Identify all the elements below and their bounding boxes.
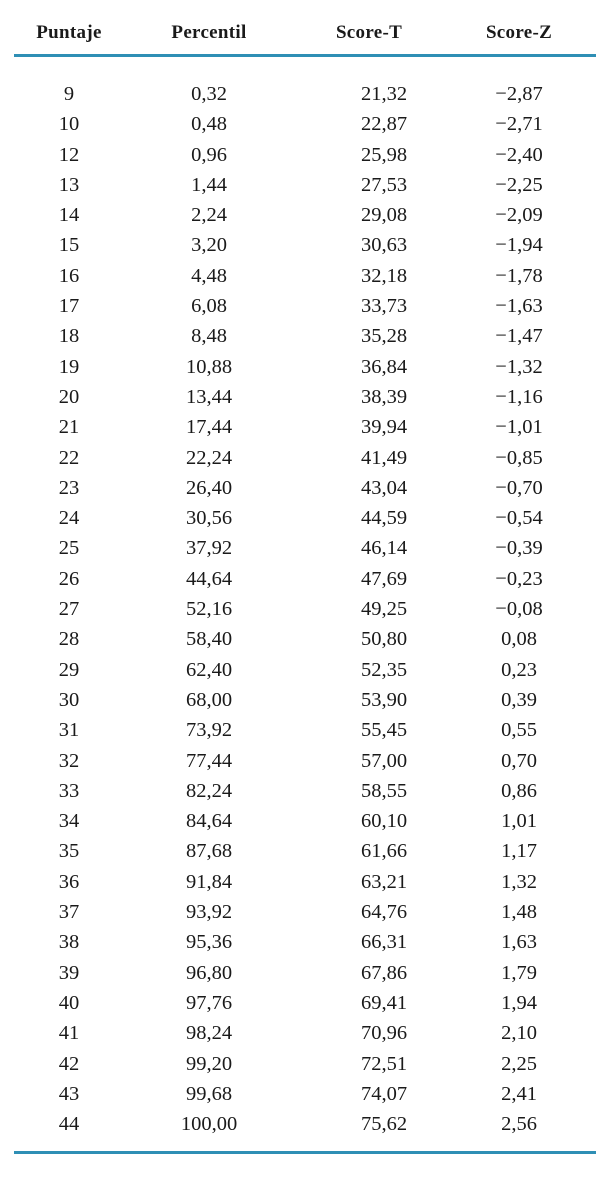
- puntaje-cell: 39: [58, 961, 80, 984]
- score-t-cell: 47,69: [360, 567, 408, 590]
- score-t-cell: 67,86: [360, 961, 408, 984]
- percentil-cell: 96,80: [185, 961, 233, 984]
- puntaje-cell: 12: [58, 143, 80, 166]
- table-row: [14, 564, 596, 594]
- puntaje-cell: 41: [58, 1022, 80, 1045]
- puntaje-cell: 30: [58, 688, 80, 711]
- score-z-cell: 1,32: [501, 870, 537, 893]
- percentil-cell: 44,64: [185, 567, 233, 590]
- score-t-cell: 75,62: [360, 1113, 408, 1136]
- table-row: [14, 867, 596, 897]
- score-z-cell: 1,79: [501, 961, 537, 984]
- score-t-cell: 74,07: [360, 1082, 408, 1105]
- puntaje-cell: 17: [58, 295, 80, 318]
- score-conversion-table: [14, 0, 596, 1188]
- score-t-cell: 57,00: [360, 749, 408, 772]
- puntaje-cell: 14: [58, 204, 80, 227]
- table-row: [14, 79, 596, 109]
- score-z-cell: −0,70: [495, 476, 543, 499]
- score-t-cell: 53,90: [360, 688, 408, 711]
- score-t-cell: 33,73: [360, 295, 408, 318]
- table-header-row: [14, 18, 596, 48]
- percentil-cell: 98,24: [185, 1022, 233, 1045]
- table-row: [14, 746, 596, 776]
- percentil-cell: 99,68: [185, 1082, 233, 1105]
- table-row: [14, 1079, 596, 1109]
- table-row: [14, 594, 596, 624]
- header-score-t: Score-T: [335, 22, 403, 43]
- score-t-cell: 21,32: [360, 83, 408, 105]
- table-row: [14, 897, 596, 927]
- table-row: [14, 533, 596, 563]
- score-t-cell: 69,41: [360, 991, 408, 1014]
- puntaje-cell: 15: [58, 234, 80, 257]
- score-z-cell: −0,23: [495, 567, 543, 590]
- table-row: [14, 624, 596, 654]
- puntaje-cell: 24: [58, 507, 80, 530]
- score-t-cell: 29,08: [360, 204, 408, 227]
- table-row: [14, 503, 596, 533]
- score-t-cell: 72,51: [360, 1052, 408, 1075]
- score-t-cell: 36,84: [360, 355, 408, 378]
- percentil-cell: 52,16: [185, 598, 233, 621]
- score-z-cell: −1,94: [495, 234, 543, 257]
- puntaje-cell: 25: [58, 537, 80, 560]
- puntaje-cell: 40: [58, 991, 80, 1014]
- table-row: [14, 321, 596, 351]
- table-body: [14, 79, 596, 1139]
- puntaje-cell: 37: [58, 901, 80, 924]
- table-row: [14, 352, 596, 382]
- puntaje-cell: 18: [58, 325, 80, 348]
- score-z-cell: −2,09: [495, 204, 543, 227]
- puntaje-cell: 22: [58, 446, 80, 469]
- score-z-cell: 1,01: [501, 810, 537, 833]
- header-percentil: Percentil: [171, 22, 247, 43]
- puntaje-cell: 35: [58, 840, 80, 863]
- puntaje-cell: 34: [58, 810, 80, 833]
- percentil-cell: 91,84: [185, 870, 233, 893]
- puntaje-cell: 26: [58, 567, 80, 590]
- score-t-cell: 63,21: [360, 870, 408, 893]
- percentil-cell: 68,00: [185, 688, 233, 711]
- score-z-cell: 0,55: [501, 719, 537, 742]
- table-row: [14, 715, 596, 745]
- score-t-cell: 52,35: [360, 658, 408, 681]
- puntaje-cell: 28: [58, 628, 80, 651]
- score-t-cell: 66,31: [360, 931, 408, 954]
- percentil-cell: 30,56: [185, 507, 233, 530]
- score-z-cell: 1,17: [501, 840, 537, 863]
- percentil-cell: 10,88: [185, 355, 233, 378]
- percentil-cell: 3,20: [191, 234, 227, 257]
- score-t-cell: 64,76: [360, 901, 408, 924]
- score-z-cell: 2,41: [501, 1082, 537, 1105]
- header-divider-rule: [14, 54, 596, 57]
- table-row: [14, 291, 596, 321]
- puntaje-cell: 31: [58, 719, 80, 742]
- table-row: [14, 655, 596, 685]
- table-row: [14, 836, 596, 866]
- score-t-cell: 38,39: [360, 385, 408, 408]
- score-z-cell: 2,56: [501, 1113, 537, 1136]
- score-t-cell: 50,80: [360, 628, 408, 651]
- score-t-cell: 22,87: [360, 113, 408, 136]
- puntaje-cell: 44: [58, 1113, 80, 1136]
- percentil-cell: 2,24: [191, 204, 227, 227]
- score-z-cell: 0,39: [501, 688, 537, 711]
- score-t-cell: 44,59: [360, 507, 408, 530]
- table-row: [14, 443, 596, 473]
- score-t-cell: 58,55: [360, 779, 408, 802]
- puntaje-cell: 43: [58, 1082, 80, 1105]
- table-row: [14, 200, 596, 230]
- percentil-cell: 62,40: [185, 658, 233, 681]
- table-row: [14, 230, 596, 260]
- table-row: [14, 806, 596, 836]
- score-z-cell: −1,78: [495, 264, 543, 287]
- puntaje-cell: 36: [58, 870, 80, 893]
- score-t-cell: 39,94: [360, 416, 408, 439]
- score-z-cell: 0,23: [501, 658, 537, 681]
- table-row: [14, 685, 596, 715]
- score-t-cell: 32,18: [360, 264, 408, 287]
- puntaje-cell: 10: [58, 113, 80, 136]
- score-t-cell: 55,45: [360, 719, 408, 742]
- table-row: [14, 1049, 596, 1079]
- score-t-cell: 70,96: [360, 1022, 408, 1045]
- table-row: [14, 473, 596, 503]
- table-row: [14, 958, 596, 988]
- score-z-cell: −2,40: [495, 143, 543, 166]
- score-z-cell: 2,25: [501, 1052, 537, 1075]
- percentil-cell: 0,48: [191, 113, 227, 136]
- percentil-cell: 6,08: [191, 295, 227, 318]
- puntaje-cell: 20: [58, 385, 80, 408]
- percentil-cell: 0,32: [191, 83, 227, 105]
- score-t-cell: 43,04: [360, 476, 408, 499]
- score-z-cell: 2,10: [501, 1022, 537, 1045]
- score-z-cell: −0,54: [495, 507, 543, 530]
- score-z-cell: 1,48: [501, 901, 537, 924]
- puntaje-cell: 38: [58, 931, 80, 954]
- puntaje-cell: 33: [58, 779, 80, 802]
- percentil-cell: 87,68: [185, 840, 233, 863]
- puntaje-cell: 27: [58, 598, 80, 621]
- percentil-cell: 26,40: [185, 476, 233, 499]
- percentil-cell: 17,44: [185, 416, 233, 439]
- puntaje-cell: 32: [58, 749, 80, 772]
- puntaje-cell: 23: [58, 476, 80, 499]
- table-row: [14, 140, 596, 170]
- score-t-cell: 35,28: [360, 325, 408, 348]
- puntaje-cell: 29: [58, 658, 80, 681]
- puntaje-cell: 9: [63, 83, 75, 105]
- puntaje-cell: 19: [58, 355, 80, 378]
- score-z-cell: 1,63: [501, 931, 537, 954]
- table-row: [14, 988, 596, 1018]
- header-score-z: Score-Z: [485, 22, 553, 43]
- puntaje-cell: 21: [58, 416, 80, 439]
- score-z-cell: 1,94: [501, 991, 537, 1014]
- score-z-cell: 0,08: [501, 628, 537, 651]
- header-puntaje: Puntaje: [36, 22, 102, 43]
- score-z-cell: −1,01: [495, 416, 543, 439]
- score-z-cell: −0,08: [495, 598, 543, 621]
- percentil-cell: 99,20: [185, 1052, 233, 1075]
- score-z-cell: −1,32: [495, 355, 543, 378]
- table-row: [14, 109, 596, 139]
- score-z-cell: −1,63: [495, 295, 543, 318]
- puntaje-cell: 42: [58, 1052, 80, 1075]
- table-bottom-rule: [14, 1151, 596, 1154]
- score-t-cell: 60,10: [360, 810, 408, 833]
- percentil-cell: 37,92: [185, 537, 233, 560]
- score-t-cell: 61,66: [360, 840, 408, 863]
- percentil-cell: 4,48: [191, 264, 227, 287]
- score-t-cell: 41,49: [360, 446, 408, 469]
- table-row: [14, 1109, 596, 1139]
- score-z-cell: −1,16: [495, 385, 543, 408]
- percentil-cell: 84,64: [185, 810, 233, 833]
- table-row: [14, 776, 596, 806]
- percentil-cell: 73,92: [185, 719, 233, 742]
- score-z-cell: −2,25: [495, 173, 543, 196]
- score-z-cell: −0,85: [495, 446, 543, 469]
- percentil-cell: 0,96: [191, 143, 227, 166]
- percentil-cell: 100,00: [180, 1113, 238, 1136]
- table-row: [14, 261, 596, 291]
- score-z-cell: −2,71: [495, 113, 543, 136]
- percentil-cell: 58,40: [185, 628, 233, 651]
- score-z-cell: 0,70: [501, 749, 537, 772]
- score-t-cell: 46,14: [360, 537, 408, 560]
- score-t-cell: 25,98: [360, 143, 408, 166]
- table-row: [14, 927, 596, 957]
- percentil-cell: 13,44: [185, 385, 233, 408]
- score-z-cell: −1,47: [495, 325, 543, 348]
- percentil-cell: 8,48: [191, 325, 227, 348]
- percentil-cell: 1,44: [191, 173, 227, 196]
- score-z-cell: 0,86: [501, 779, 537, 802]
- puntaje-cell: 16: [58, 264, 80, 287]
- score-z-cell: −2,87: [495, 83, 543, 105]
- percentil-cell: 93,92: [185, 901, 233, 924]
- table-row: [14, 170, 596, 200]
- table-row: [14, 382, 596, 412]
- table-row: [14, 1018, 596, 1048]
- percentil-cell: 95,36: [185, 931, 233, 954]
- puntaje-cell: 13: [58, 173, 80, 196]
- score-t-cell: 49,25: [360, 598, 408, 621]
- score-t-cell: 30,63: [360, 234, 408, 257]
- percentil-cell: 22,24: [185, 446, 233, 469]
- table-row: [14, 412, 596, 442]
- percentil-cell: 77,44: [185, 749, 233, 772]
- score-t-cell: 27,53: [360, 173, 408, 196]
- percentil-cell: 82,24: [185, 779, 233, 802]
- percentil-cell: 97,76: [185, 991, 233, 1014]
- score-z-cell: −0,39: [495, 537, 543, 560]
